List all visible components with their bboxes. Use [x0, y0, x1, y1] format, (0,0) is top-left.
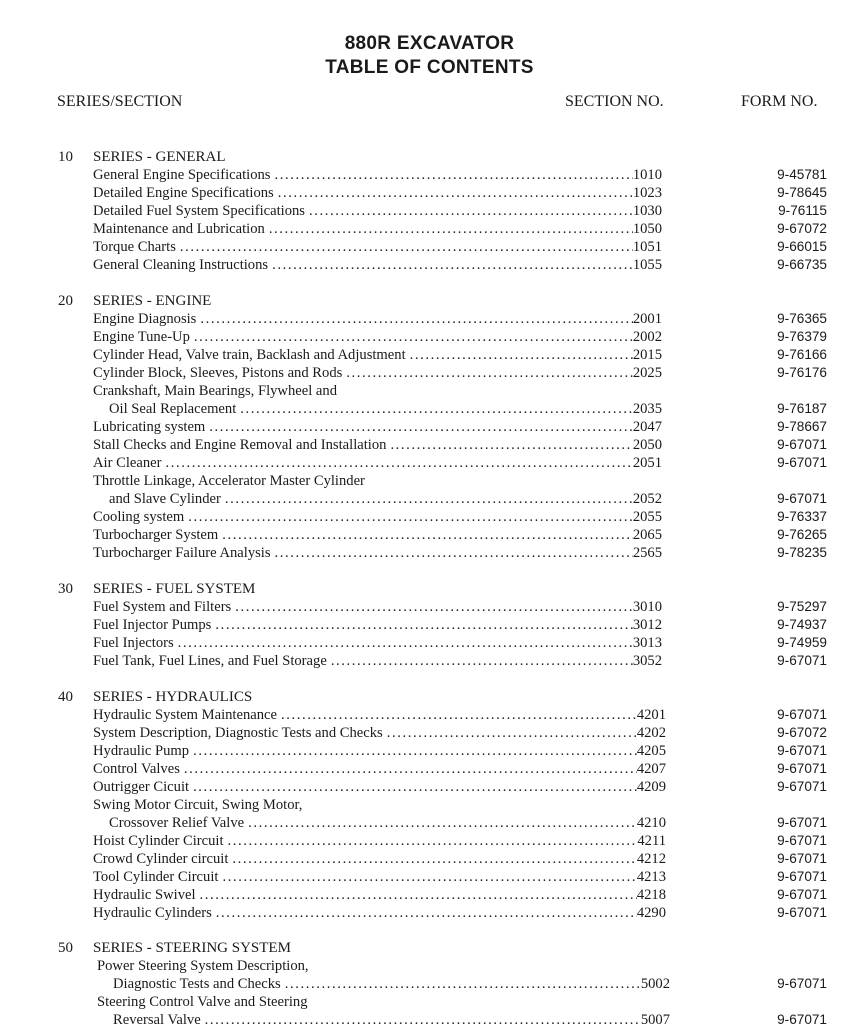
entry-title: Fuel Injector Pumps	[93, 617, 212, 633]
entry-title: Throttle Linkage, Accelerator Master Cylinder	[93, 473, 365, 489]
section-number: 4211	[637, 833, 666, 849]
toc-entry	[0, 220, 859, 238]
toc-entry	[0, 1011, 859, 1029]
section-number: 4209	[636, 779, 666, 795]
leader-dots	[390, 436, 632, 454]
form-number: 9-76265	[777, 527, 827, 542]
form-number: 9-76115	[778, 203, 827, 218]
leader-dots	[200, 310, 632, 328]
form-number: 9-67071	[777, 761, 827, 776]
form-number: 9-67071	[777, 779, 827, 794]
section-number: 5002	[640, 976, 670, 992]
form-number: 9-45781	[777, 167, 827, 182]
entry-title: Maintenance and Lubrication	[93, 221, 265, 237]
toc-entry	[0, 418, 859, 436]
entry-title: Stall Checks and Engine Removal and Installation	[93, 437, 387, 453]
series-title: SERIES - GENERAL	[93, 149, 226, 165]
form-number: 9-67071	[777, 869, 827, 884]
leader-dots	[278, 184, 633, 202]
entry-title: Fuel Injectors	[93, 635, 174, 651]
section-number: 4201	[636, 707, 666, 723]
toc-entry-heading-line	[0, 993, 859, 1011]
entry-title: Detailed Engine Specifications	[93, 185, 274, 201]
section-number: 4207	[636, 761, 666, 777]
form-number: 9-67071	[777, 455, 827, 470]
form-number: 9-67071	[777, 815, 827, 830]
toc-entry	[0, 202, 859, 220]
column-header-series-section: SERIES/SECTION	[57, 93, 183, 110]
section-number: 1050	[632, 221, 662, 237]
series-number: 50	[58, 940, 73, 956]
leader-dots	[331, 652, 633, 670]
entry-title: Crowd Cylinder circuit	[93, 851, 229, 867]
entry-title: Detailed Fuel System Specifications	[93, 203, 305, 219]
form-number: 9-67071	[777, 976, 827, 991]
entry-title: Outrigger Cicuit	[93, 779, 190, 795]
leader-dots	[184, 760, 637, 778]
section-number: 5007	[640, 1012, 670, 1028]
toc-entry	[0, 508, 859, 526]
section-number: 2015	[632, 347, 662, 363]
leader-dots	[225, 490, 633, 508]
form-number: 9-78667	[777, 419, 827, 434]
form-number: 9-67071	[777, 887, 827, 902]
toc-entry	[0, 724, 859, 742]
form-number: 9-67071	[777, 707, 827, 722]
entry-title: Turbocharger Failure Analysis	[93, 545, 271, 561]
section-number: 2052	[632, 491, 662, 507]
toc-entry	[0, 975, 859, 993]
form-number: 9-67071	[777, 1012, 827, 1027]
leader-dots	[194, 328, 633, 346]
entry-title: Crankshaft, Main Bearings, Flywheel and	[93, 383, 337, 399]
toc-entry	[0, 652, 859, 670]
entry-title: Cooling system	[93, 509, 185, 525]
entry-title: Hoist Cylinder Circuit	[93, 833, 224, 849]
column-header-section-no: SECTION NO.	[565, 93, 664, 110]
leader-dots	[309, 202, 633, 220]
document-title: 880R EXCAVATOR	[344, 33, 515, 54]
series-title: SERIES - FUEL SYSTEM	[93, 581, 256, 597]
form-number: 9-67072	[777, 725, 827, 740]
leader-dots	[215, 616, 632, 634]
toc-entry	[0, 814, 859, 832]
toc-entry	[0, 778, 859, 796]
section-number: 1051	[632, 239, 662, 255]
form-number: 9-78235	[777, 545, 827, 560]
form-number: 9-67071	[777, 833, 827, 848]
entry-title: Control Valves	[93, 761, 180, 777]
section-number: 4205	[636, 743, 666, 759]
entry-title: Swing Motor Circuit, Swing Motor,	[93, 797, 303, 813]
entry-list	[0, 598, 859, 670]
toc-entry-heading-line	[0, 957, 859, 975]
section-number: 1010	[632, 167, 662, 183]
entry-list	[0, 310, 859, 562]
entry-title-continued: Diagnostic Tests and Checks	[113, 976, 281, 992]
section-number: 2050	[632, 437, 662, 453]
leader-dots	[188, 508, 633, 526]
toc-entry	[0, 634, 859, 652]
leader-dots	[205, 1011, 641, 1029]
section-number: 2025	[632, 365, 662, 381]
entry-list	[0, 706, 859, 922]
section-number: 2002	[632, 329, 662, 345]
toc-entry	[0, 544, 859, 562]
form-number: 9-75297	[777, 599, 827, 614]
toc-entry	[0, 166, 859, 184]
toc-entry	[0, 310, 859, 328]
toc-entry	[0, 400, 859, 418]
form-number: 9-76337	[777, 509, 827, 524]
form-number: 9-66735	[777, 257, 827, 272]
leader-dots	[216, 904, 637, 922]
section-number: 2065	[632, 527, 662, 543]
section-number: 3013	[632, 635, 662, 651]
series-number: 10	[58, 149, 73, 165]
entry-title-continued: and Slave Cylinder	[109, 491, 221, 507]
leader-dots	[248, 814, 637, 832]
entry-title: Cylinder Block, Sleeves, Pistons and Rods	[93, 365, 343, 381]
section-number: 3010	[632, 599, 662, 615]
section-number: 3012	[632, 617, 662, 633]
section-number: 2001	[632, 311, 662, 327]
leader-dots	[200, 886, 637, 904]
section-number: 1030	[632, 203, 662, 219]
leader-dots	[228, 832, 638, 850]
form-number: 9-78645	[777, 185, 827, 200]
toc-entry	[0, 490, 859, 508]
form-number: 9-76176	[777, 365, 827, 380]
leader-dots	[285, 975, 641, 993]
entry-title-continued: Oil Seal Replacement	[109, 401, 237, 417]
entry-title: Cylinder Head, Valve train, Backlash and Adjustment	[93, 347, 406, 363]
leader-dots	[180, 238, 633, 256]
section-number: 1023	[632, 185, 662, 201]
leader-dots	[209, 418, 633, 436]
leader-dots	[269, 220, 633, 238]
document-subtitle: TABLE OF CONTENTS	[325, 57, 534, 78]
entry-title: Tool Cylinder Circuit	[93, 869, 219, 885]
toc-entry	[0, 454, 859, 472]
entry-title-continued: Reversal Valve	[113, 1012, 201, 1028]
section-number: 2055	[632, 509, 662, 525]
form-number: 9-67072	[777, 221, 827, 236]
section-number: 4290	[636, 905, 666, 921]
section-number: 4202	[636, 725, 666, 741]
section-number: 4213	[636, 869, 666, 885]
form-number: 9-67071	[777, 491, 827, 506]
form-number: 9-67071	[777, 851, 827, 866]
form-number: 9-76365	[777, 311, 827, 326]
entry-title: General Cleaning Instructions	[93, 257, 269, 273]
leader-dots	[193, 742, 637, 760]
leader-dots	[346, 364, 633, 382]
entry-title: Hydraulic Cylinders	[93, 905, 212, 921]
form-number: 9-76379	[777, 329, 827, 344]
entry-title: Power Steering System Description,	[97, 958, 309, 974]
section-number: 1055	[632, 257, 662, 273]
toc-entry-heading-line	[0, 796, 859, 814]
form-number: 9-67071	[777, 743, 827, 758]
entry-title: Air Cleaner	[93, 455, 162, 471]
toc-entry	[0, 904, 859, 922]
leader-dots	[272, 256, 633, 274]
section-number: 3052	[632, 653, 662, 669]
toc-entry	[0, 850, 859, 868]
form-number: 9-67071	[777, 653, 827, 668]
toc-entry	[0, 238, 859, 256]
entry-title: System Description, Diagnostic Tests and Checks	[93, 725, 383, 741]
toc-entry-heading-line	[0, 472, 859, 490]
leader-dots	[240, 400, 633, 418]
toc-entry	[0, 598, 859, 616]
form-number: 9-74937	[777, 617, 827, 632]
leader-dots	[193, 778, 637, 796]
leader-dots	[387, 724, 637, 742]
form-number: 9-67071	[777, 437, 827, 452]
section-number: 2047	[632, 419, 662, 435]
toc-entry	[0, 184, 859, 202]
series-title: SERIES - STEERING SYSTEM	[93, 940, 291, 956]
toc-entry	[0, 364, 859, 382]
toc-entry	[0, 436, 859, 454]
toc-entry	[0, 742, 859, 760]
entry-title: Hydraulic Pump	[93, 743, 190, 759]
leader-dots	[178, 634, 633, 652]
entry-title: Engine Diagnosis	[93, 311, 197, 327]
toc-entry	[0, 760, 859, 778]
toc-entry	[0, 868, 859, 886]
form-number: 9-74959	[777, 635, 827, 650]
entry-title: Hydraulic Swivel	[93, 887, 196, 903]
toc-entry	[0, 526, 859, 544]
section-number: 4210	[636, 815, 666, 831]
leader-dots	[222, 526, 633, 544]
series-title: SERIES - ENGINE	[93, 293, 212, 309]
toc-entry	[0, 706, 859, 724]
toc-entry	[0, 616, 859, 634]
section-number: 4212	[636, 851, 666, 867]
form-number: 9-66015	[777, 239, 827, 254]
leader-dots	[235, 598, 633, 616]
series-number: 20	[58, 293, 73, 309]
leader-dots	[165, 454, 632, 472]
entry-title-continued: Crossover Relief Valve	[109, 815, 245, 831]
entry-list	[0, 166, 859, 274]
leader-dots	[281, 706, 637, 724]
form-number: 9-67071	[777, 905, 827, 920]
leader-dots	[222, 868, 636, 886]
form-number: 9-76166	[777, 347, 827, 362]
entry-list	[0, 957, 859, 1029]
column-header-form-no: FORM NO.	[741, 93, 818, 110]
entry-title: Torque Charts	[93, 239, 176, 255]
entry-title: Hydraulic System Maintenance	[93, 707, 277, 723]
toc-entry	[0, 886, 859, 904]
entry-title: General Engine Specifications	[93, 167, 271, 183]
entry-title: Lubricating system	[93, 419, 206, 435]
entry-title: Engine Tune-Up	[93, 329, 190, 345]
series-number: 40	[58, 689, 73, 705]
entry-title: Fuel System and Filters	[93, 599, 232, 615]
section-number: 4218	[636, 887, 666, 903]
toc-entry	[0, 328, 859, 346]
toc-entry	[0, 832, 859, 850]
leader-dots	[410, 346, 633, 364]
series-title: SERIES - HYDRAULICS	[93, 689, 253, 705]
series-number: 30	[58, 581, 73, 597]
entry-title: Turbocharger System	[93, 527, 219, 543]
leader-dots	[275, 544, 633, 562]
section-number: 2565	[632, 545, 662, 561]
leader-dots	[232, 850, 636, 868]
form-number: 9-76187	[777, 401, 827, 416]
section-number: 2035	[632, 401, 662, 417]
leader-dots	[275, 166, 633, 184]
toc-entry	[0, 256, 859, 274]
section-number: 2051	[632, 455, 662, 471]
toc-entry-heading-line	[0, 382, 859, 400]
toc-entry	[0, 346, 859, 364]
entry-title: Fuel Tank, Fuel Lines, and Fuel Storage	[93, 653, 327, 669]
entry-title: Steering Control Valve and Steering	[97, 994, 308, 1010]
